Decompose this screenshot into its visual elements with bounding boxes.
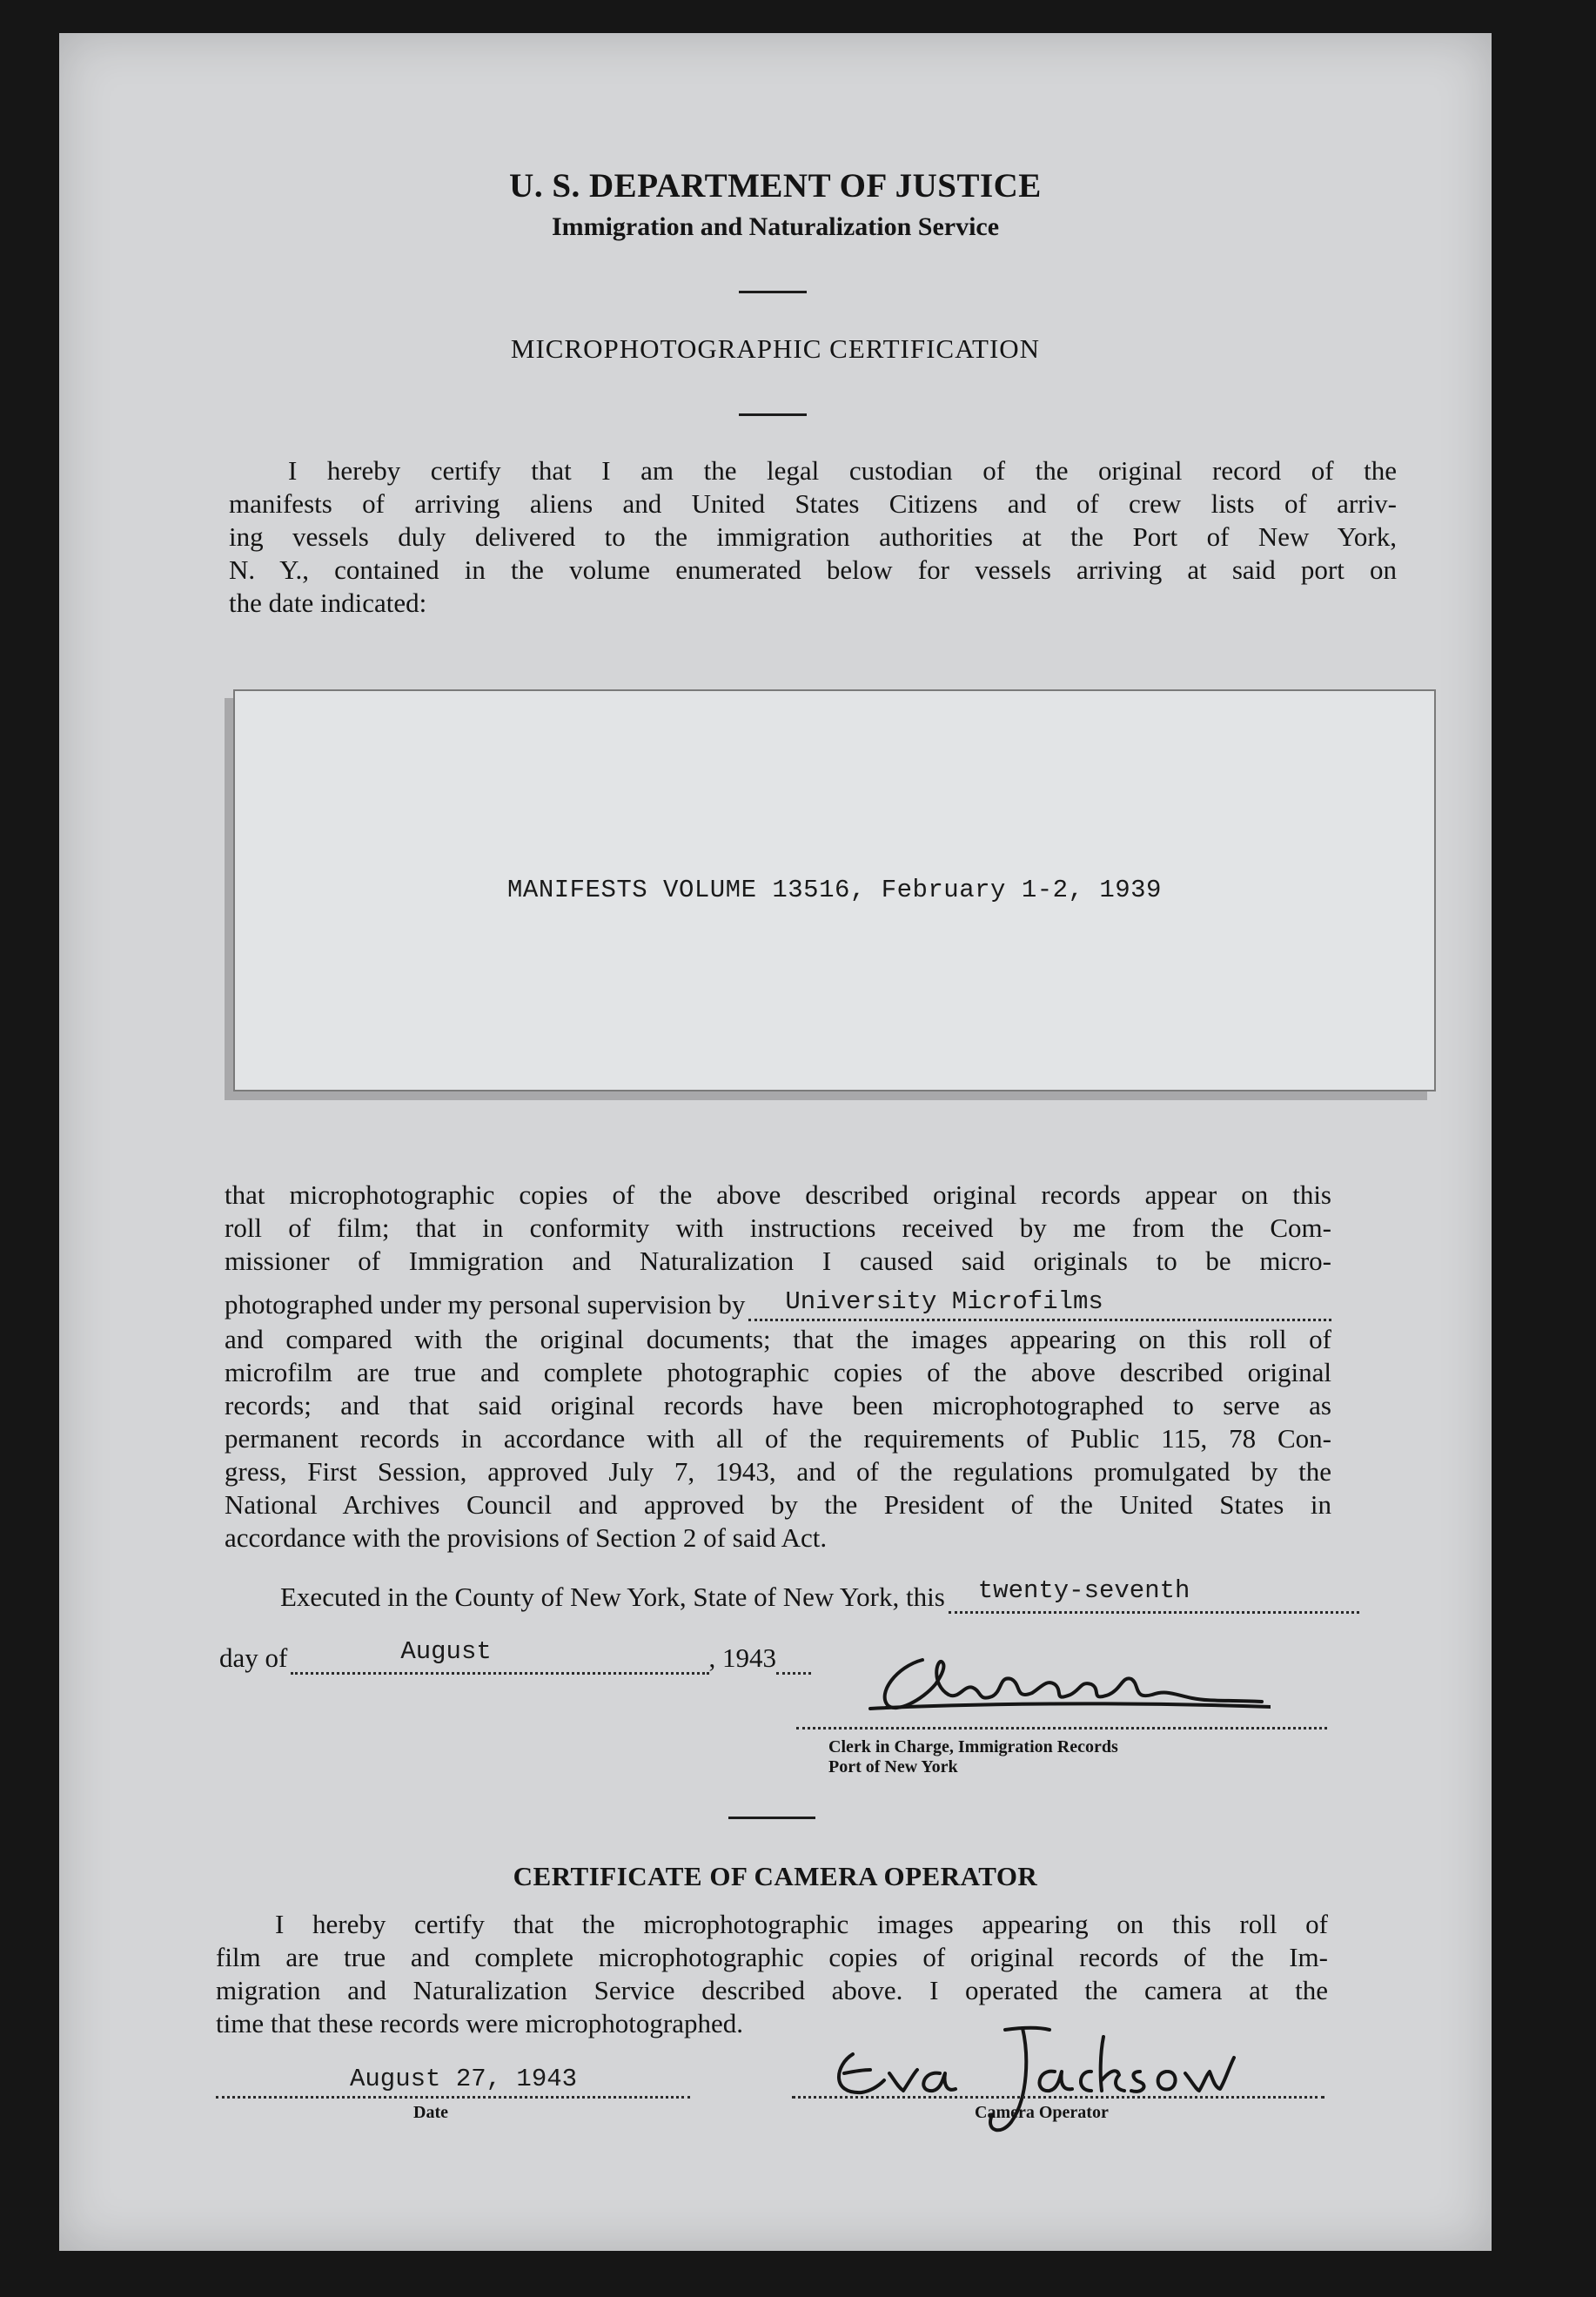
body-line: gress, First Session, approved July 7, 1943, and of the regulations promulgated by the <box>225 1456 1331 1487</box>
day-of-line <box>219 1637 811 1675</box>
body-line: missioner of Immigration and Naturalization I caused said originals to be micro- <box>225 1246 1331 1276</box>
supervision-fill-line <box>748 1287 1331 1321</box>
clerk-title-line2: Port of New York <box>828 1757 958 1776</box>
operator-signature-line <box>792 2072 1324 2099</box>
intro-line: ing vessels duly delivered to the immigration authorities at the Port of New York, <box>229 521 1397 552</box>
volume-slip <box>233 689 1436 1091</box>
body-line: microfilm are true and complete photographic copies of the above described original <box>225 1357 1331 1387</box>
certification-title: MICROPHOTOGRAPHIC CERTIFICATION <box>510 333 1041 364</box>
typed-day: twenty-seventh <box>977 1576 1190 1605</box>
typed-month: August <box>400 1637 492 1666</box>
header-divider <box>739 291 807 293</box>
typed-company-name: University Microfilms <box>785 1287 1103 1316</box>
camera-line: I hereby certify that the microphotographic images appearing on this roll of <box>275 1909 1328 1939</box>
intro-line: the date indicated: <box>229 588 427 618</box>
intro-line: N. Y., contained in the volume enumerated below for vessels arriving at said port on <box>229 554 1397 585</box>
body-line: National Archives Council and approved by the President of the United States in <box>225 1489 1331 1520</box>
executed-day-fill <box>949 1576 1359 1614</box>
camera-line: migration and Naturalization Service described above. I operated the camera at the <box>216 1975 1328 2005</box>
body-line: records; and that said original records have been microphotographed to serve as <box>225 1390 1331 1421</box>
camera-line: film are true and complete microphotographic copies of original records of the Im- <box>216 1942 1328 1972</box>
clerk-title <box>828 1737 1118 1777</box>
year-dots <box>776 1648 811 1675</box>
camera-line: time that these records were microphotographed. <box>216 2008 743 2038</box>
year-text: , 1943 <box>708 1642 776 1673</box>
clerk-title-line1: Clerk in Charge, Immigration Records <box>828 1737 1118 1756</box>
supervision-prefix: photographed under my personal supervision by <box>225 1289 746 1320</box>
clerk-signature-line <box>796 1703 1327 1729</box>
executed-prefix: Executed in the County of New York, State of New York, this <box>280 1582 945 1612</box>
intro-line: manifests of arriving aliens and United States Citizens and of crew lists of arriv- <box>229 488 1397 519</box>
body-line: that microphotographic copies of the above described original records appear on this <box>225 1179 1331 1210</box>
intro-line: I hereby certify that I am the legal custodian of the original record of the <box>288 455 1397 486</box>
body-line: and compared with the original documents; that the images appearing on this roll of <box>225 1324 1331 1354</box>
camera-certificate-heading: CERTIFICATE OF CAMERA OPERATOR <box>513 1861 1038 1891</box>
body-paragraph <box>225 1179 1331 1278</box>
month-fill <box>291 1637 708 1675</box>
intro-paragraph <box>229 454 1397 620</box>
day-of-label: day of <box>219 1642 288 1673</box>
body-paragraph-continued <box>225 1323 1331 1555</box>
camera-operator-label: Camera Operator <box>975 2103 1109 2122</box>
date-fill-line <box>216 2065 690 2099</box>
executed-line <box>280 1576 1359 1614</box>
title-divider <box>739 413 807 416</box>
supervision-line <box>225 1288 1331 1321</box>
typed-date: August 27, 1943 <box>350 2065 578 2093</box>
body-line: roll of film; that in conformity with instructions received by me from the Com- <box>225 1212 1331 1243</box>
date-label: Date <box>413 2103 448 2122</box>
service-subheading: Immigration and Naturalization Service <box>551 212 1000 241</box>
body-line: accordance with the provisions of Section 2 of said Act. <box>225 1522 828 1553</box>
section-divider <box>728 1817 815 1819</box>
volume-label: MANIFESTS VOLUME 13516, February 1-2, 1939 <box>507 876 1162 904</box>
department-heading: U. S. DEPARTMENT OF JUSTICE <box>509 167 1042 205</box>
body-line: permanent records in accordance with all of the requirements of Public 115, 78 Con- <box>225 1423 1331 1454</box>
